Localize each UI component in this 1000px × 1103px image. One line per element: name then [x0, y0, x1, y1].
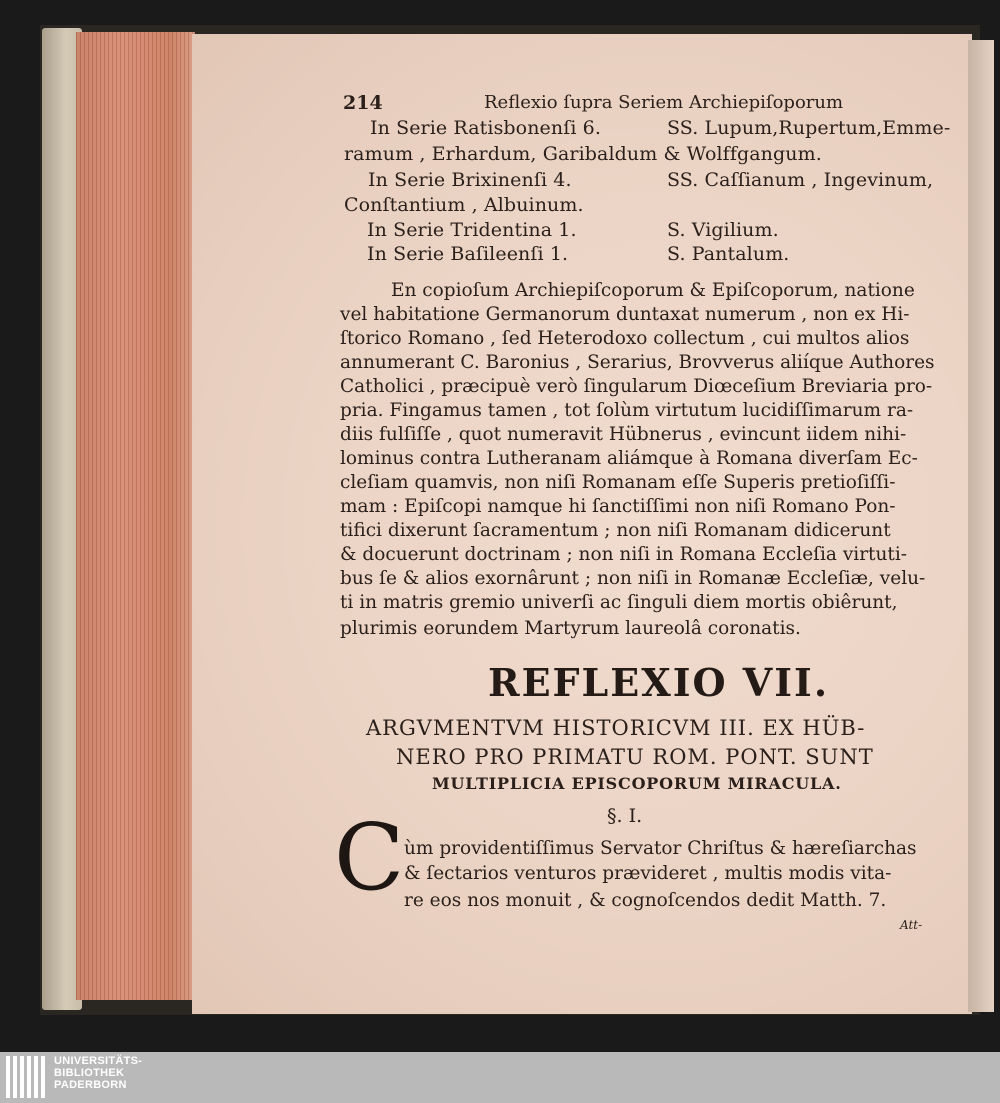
series-line-6-left: In Serie Baſileenſi 1.	[367, 243, 569, 265]
series-line-4: Conſtantium , Albuinum.	[344, 194, 584, 216]
reflexio-heading: REFLEXIO VII.	[488, 660, 830, 705]
paragraph-line-9: cleſiam quamvis, non niſi Romanam eſſe Superis pretioſiſſi-	[340, 472, 896, 493]
paragraph-line-1: En copioſum Archiepiſcoporum & Epiſcoporum, natione	[391, 280, 915, 301]
series-line-5-left: In Serie Tridentina 1.	[367, 219, 577, 241]
paragraph-line-15: plurimis eorundem Martyrum laureolâ coronatis.	[340, 618, 801, 639]
page-edges	[76, 32, 195, 1000]
series-line-1-right: SS. Lupum,Rupertum,Emme-	[667, 117, 951, 139]
drop-cap: C	[334, 804, 405, 911]
series-line-5-right: S. Vigilium.	[667, 219, 779, 241]
library-logo-icon	[6, 1056, 45, 1098]
footer-bar	[0, 1052, 1000, 1103]
paragraph-line-3: ſtorico Romano , ſed Heterodoxo collectum , cui multos alios	[340, 328, 910, 349]
running-title: Reflexio ſupra Seriem Archiepiſoporum	[484, 92, 844, 113]
paragraph-line-5: Catholici , præcipuè verò ſingularum Diœceſium Breviaria pro-	[340, 376, 933, 397]
argument-line-1: ARGVMENTVM HISTORICVM III. EX HÜB-	[366, 716, 866, 740]
paragraph-line-7: diis fulſiſſe , quot numeravit Hübnerus , evincunt iidem nihi-	[340, 424, 907, 445]
paragraph-line-13: bus ſe & alios exornârunt ; non niſi in Romanæ Eccleſiæ, velu-	[340, 568, 926, 589]
library-name-line-2: BIBLIOTHEK	[54, 1067, 125, 1079]
paragraph-line-6: pria. Fingamus tamen , tot ſolùm virtutum lucidiſſimarum ra-	[340, 400, 914, 421]
paragraph-line-12: & docuerunt doctrinam ; non niſi in Romana Eccleſia virtuti-	[340, 544, 907, 565]
next-page-edge	[968, 40, 994, 1012]
argument-line-3: MULTIPLICIA EPISCOPORUM MIRACULA.	[432, 774, 842, 793]
paragraph-line-8: lominus contra Lutheranam aliámque à Romana diverſam Ec-	[340, 448, 918, 469]
series-line-3-right: SS. Caſſianum , Ingevinum,	[667, 169, 934, 191]
body-line-1: ùm providentiſſimus Servator Chriſtus & hæreſiarchas	[404, 838, 917, 859]
series-line-6-right: S. Pantalum.	[667, 243, 790, 265]
body-line-3: re eos nos monuit , & cognoſcendos dedit Matth. 7.	[404, 890, 887, 911]
section-mark: §. I.	[607, 805, 643, 827]
body-line-2: & ſectarios venturos prævideret , multis modis vita-	[404, 863, 892, 884]
series-line-2: ramum , Erhardum, Garibaldum & Wolffgangum.	[344, 143, 822, 165]
paragraph-line-10: mam : Epiſcopi namque hi ſanctiſſimi non niſi Romano Pon-	[340, 496, 896, 517]
series-line-3-left: In Serie Brixinenſi 4.	[368, 169, 572, 191]
page-number: 214	[343, 92, 383, 114]
paragraph-line-2: vel habitatione Germanorum duntaxat numerum , non ex Hi-	[340, 304, 910, 325]
library-name-line-3: PADERBORN	[54, 1079, 127, 1091]
library-name-line-1: UNIVERSITÄTS-	[54, 1055, 143, 1067]
paragraph-line-14: ti in matris gremio univerſi ac ſinguli diem mortis obiêrunt,	[340, 592, 898, 613]
paragraph-line-4: annumerant C. Baronius , Serarius, Brovverus aliíque Authores	[340, 352, 935, 373]
catchword: Att-	[900, 918, 923, 932]
series-line-1-left: In Serie Ratisbonenſi 6.	[370, 117, 602, 139]
argument-line-2: NERO PRO PRIMATU ROM. PONT. SUNT	[396, 745, 874, 769]
library-name	[54, 1055, 142, 1091]
paragraph-line-11: tifici dixerunt ſacramentum ; non niſi Romanam didicerunt	[340, 520, 891, 541]
